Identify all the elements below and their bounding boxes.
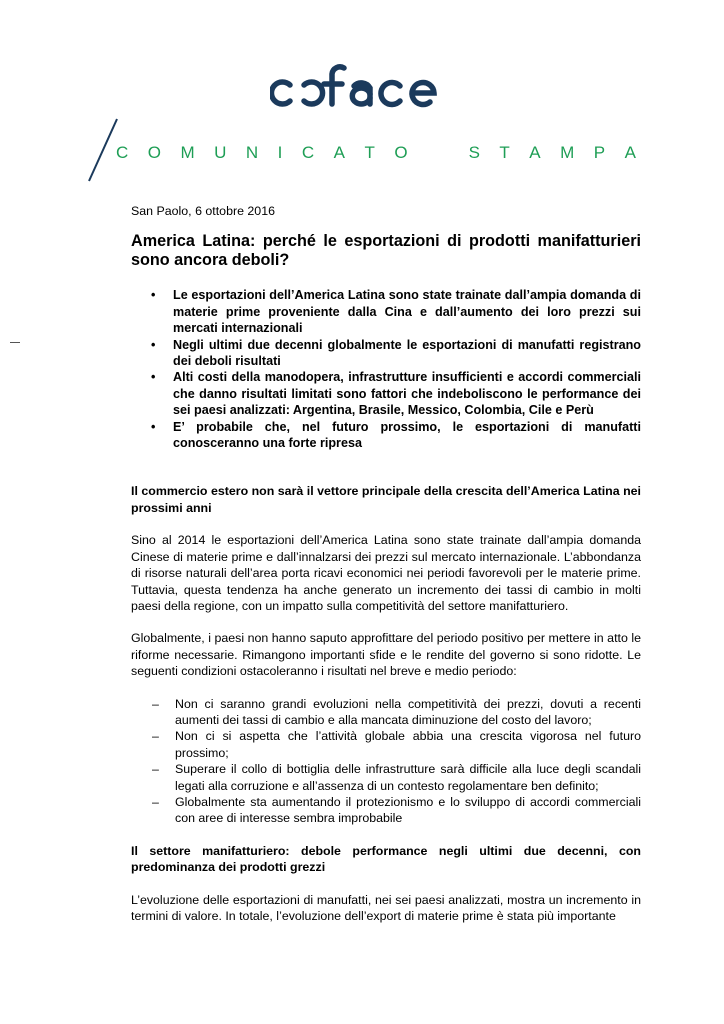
paragraph: Sino al 2014 le esportazioni dell’America Latina sono state trainate dall’ampia domanda Cinese di materie prime e dall’innalzarsi dei prezzi sul mercato internazionale. L’abbondanza di risorse naturali dell’area porta ricavi economici nei periodi favorevoli per le materie prime. Tuttavia, questa tendenza ha anche generato un incremento dei tassi di cambio in molti paesi della regione, con un impatto sulla competitività del settore manifatturiero.	[131, 533, 641, 613]
condition-item: – Superare il collo di bottiglia delle infrastrutture sarà difficile alla luce degli scandali legati alla corruzione e all’assenza di un contesto regolamentare ben definito;	[175, 761, 641, 794]
release-date: San Paolo, 6 ottobre 2016	[131, 204, 275, 218]
press-release-body	[131, 203, 641, 924]
section-heading: Il settore manifatturiero: debole performance negli ultimi due decenni, con predominanza dei prodotti grezzi	[131, 843, 641, 875]
condition-item: – Non ci saranno grandi evoluzioni nella competitività dei prezzi, dovuti a recenti aumenti dei tassi di cambio e alla mancata diminuzione del costo del lavoro;	[175, 696, 641, 729]
highlight-item: • E’ probabile che, nel futuro prossimo, le esportazioni di manufatti conosceranno una forte ripresa	[173, 419, 641, 452]
highlight-item: • Le esportazioni dell’America Latina sono state trainate dall’ampia domanda di materie prime proveniente dalla Cina e dall’aumento dei loro prezzi sui mercati internazionali	[173, 287, 641, 336]
paragraph: Globalmente, i paesi non hanno saputo approfittare del periodo positivo per mettere in atto le riforme necessarie. Rimangono importanti sfide e le rendite del governo si sono ridotte. Le seguenti condizioni ostacoleranno i risultati nel breve e medio periodo:	[131, 631, 641, 679]
comunicato-stampa-banner: C O M U N I C A T O S T A M P A	[116, 143, 636, 162]
highlight-item: • Alti costi della manodopera, infrastrutture insufficienti e accordi commerciali che danno risultati limitati sono fattori che indeboliscono le performance dei sei paesi analizzati: Argentina, Brasile, Messico, Colombia, Cile e Perù	[173, 369, 641, 418]
coface-logo	[270, 60, 454, 112]
paragraph: L’evoluzione delle esportazioni di manufatti, nei sei paesi analizzati, mostra un incremento in termini di valore. In totale, l’evoluzione dell’export di materie prime è stata più importante	[131, 892, 641, 923]
highlights-list	[131, 287, 641, 451]
highlight-item: • Negli ultimi due decenni globalmente le esportazioni di manufatti registrano dei deboli risultati	[173, 337, 641, 370]
release-title: America Latina: perché le esportazioni di prodotti manifatturieri sono ancora deboli?	[131, 232, 641, 270]
condition-item: – Globalmente sta aumentando il protezionismo e lo sviluppo di accordi commerciali con aree di interesse sembra improbabile	[175, 794, 641, 827]
margin-mark	[10, 342, 20, 343]
section-heading: Il commercio estero non sarà il vettore principale della crescita dell’America Latina nei prossimi anni	[131, 484, 641, 515]
banner-slash	[86, 117, 120, 183]
condition-item: – Non ci si aspetta che l’attività globale abbia una crescita vigorosa nel futuro prossimo;	[175, 728, 641, 761]
conditions-list	[131, 696, 641, 827]
